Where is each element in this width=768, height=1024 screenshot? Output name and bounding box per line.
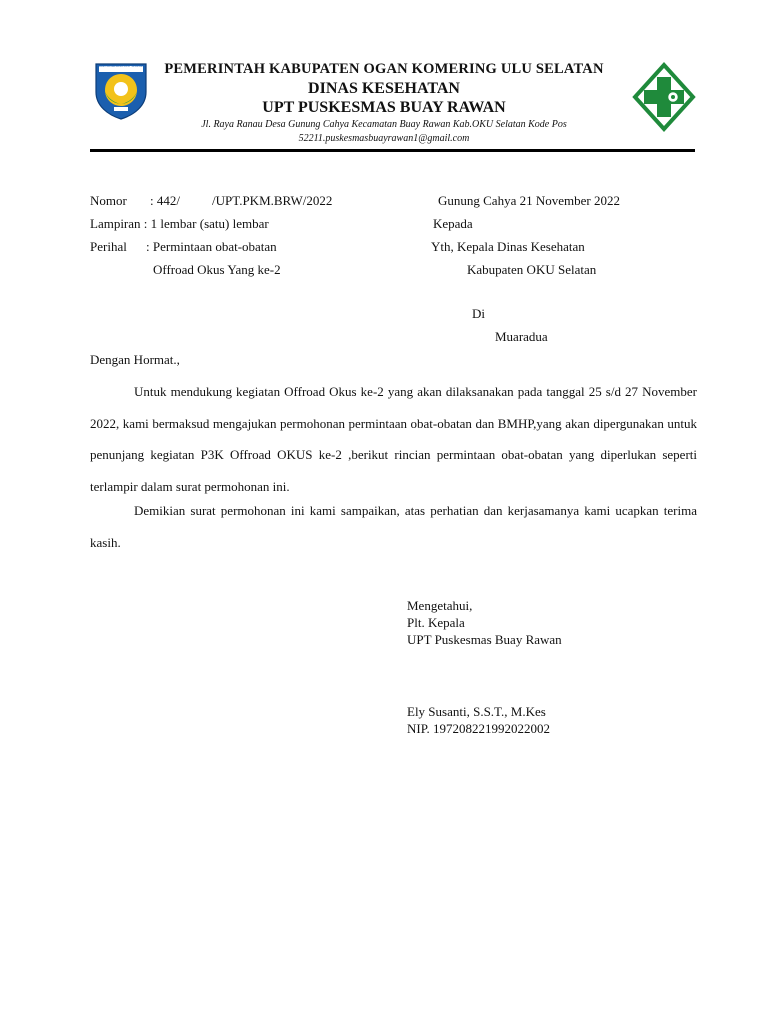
letterhead-divider bbox=[90, 149, 695, 152]
nomor-value: /UPT.PKM.BRW/2022 bbox=[212, 193, 333, 208]
body-paragraph-1-text: Untuk mendukung kegiatan Offroad Okus ke-2 yang akan dilaksanakan pada tanggal 25 s/d 27 November 2022, kami bermaksud mengajukan permohonan permintaan obat-obatan dan BMHP,yang akan dipergunakan untuk penunjang kegiatan P3K Offroad OKUS ke-2 ,berikut rincian permintaan obat-obatan yang diperlukan seperti terlampir dalam surat permohonan ini. bbox=[90, 384, 697, 494]
signature-mengetahui: Mengetahui, bbox=[407, 598, 473, 613]
recipient-yth: Yth, Kepala Dinas Kesehatan bbox=[431, 239, 585, 254]
recipient-di: Di bbox=[472, 306, 485, 321]
body-paragraph-1 bbox=[90, 376, 697, 502]
letterhead-postal-email: 52211.puskesmasbuayrawan1@gmail.com bbox=[298, 133, 470, 144]
perihal-continuation: Offroad Okus Yang ke-2 bbox=[153, 262, 281, 277]
signature-plt: Plt. Kepala bbox=[407, 615, 465, 630]
signature-name: Ely Susanti, S.S.T., M.Kes bbox=[407, 704, 546, 719]
lampiran: Lampiran : 1 lembar (satu) lembar bbox=[90, 216, 269, 231]
body-paragraph-2-text: Demikian surat permohonan ini kami sampaikan, atas perhatian dan kerjasamanya kami ucapkan terima kasih. bbox=[90, 503, 697, 550]
nomor-colon: : 442/ bbox=[150, 193, 180, 208]
salutation: Dengan Hormat., bbox=[90, 352, 180, 367]
regency-emblem-text: OGAN KOMERING ULU SELATAN bbox=[97, 64, 145, 68]
place-date: Gunung Cahya 21 November 2022 bbox=[438, 193, 620, 208]
recipient-city: Muaradua bbox=[495, 329, 548, 344]
letterhead-puskesmas: UPT PUSKESMAS BUAY RAWAN bbox=[262, 99, 506, 116]
letterhead-government: PEMERINTAH KABUPATEN OGAN KOMERING ULU SELATAN bbox=[164, 61, 604, 77]
body-paragraph-2 bbox=[90, 495, 697, 558]
signature-org: UPT Puskesmas Buay Rawan bbox=[407, 632, 562, 647]
puskesmas-logo bbox=[632, 62, 696, 132]
letterhead-address: Jl. Raya Ranau Desa Gunung Cahya Kecamatan Buay Rawan Kab.OKU Selatan Kode Pos bbox=[201, 119, 567, 130]
nomor-label: Nomor bbox=[90, 193, 127, 208]
kepada: Kepada bbox=[433, 216, 473, 231]
letterhead-department: DINAS KESEHATAN bbox=[308, 80, 460, 97]
perihal-label: Perihal bbox=[90, 239, 127, 254]
signature-nip: NIP. 197208221992022002 bbox=[407, 721, 551, 736]
perihal-value: : Permintaan obat-obatan bbox=[146, 239, 277, 254]
recipient-kabupaten: Kabupaten OKU Selatan bbox=[467, 262, 597, 277]
